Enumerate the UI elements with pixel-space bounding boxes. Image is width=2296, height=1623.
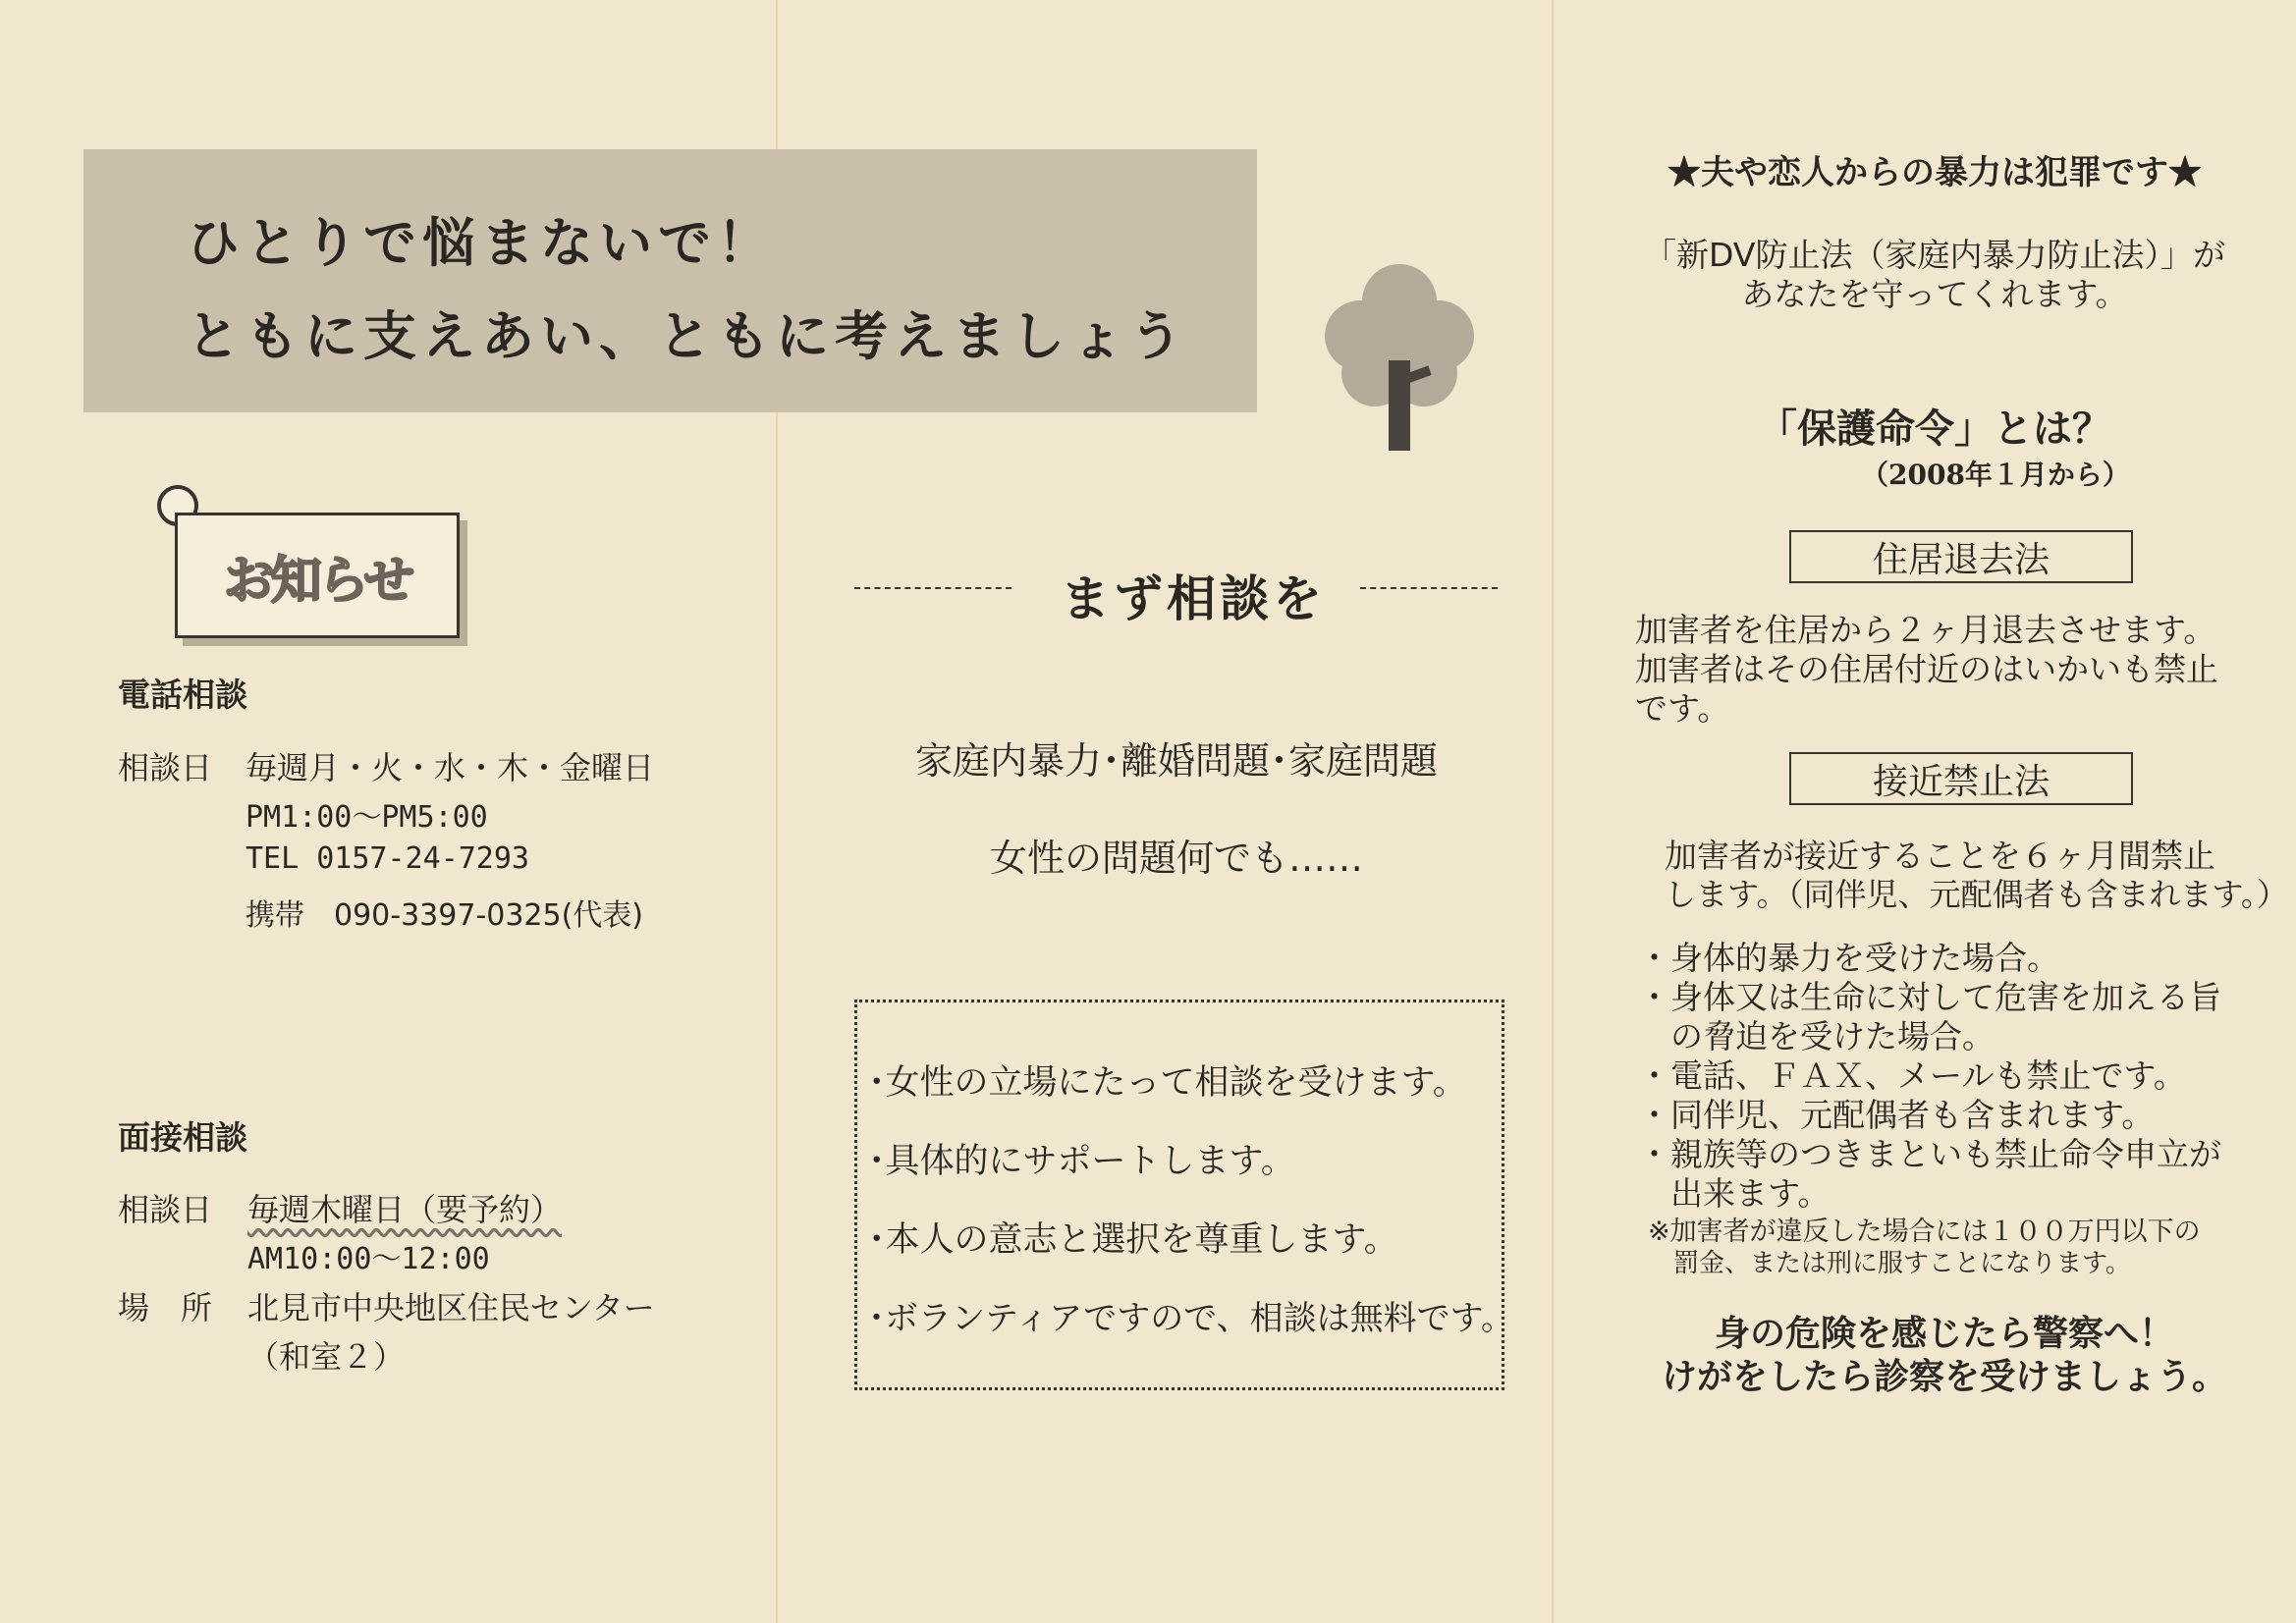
phone-day-label: 相談日 [118, 749, 213, 786]
law-line2: あなたを守ってくれます。 [1741, 275, 2128, 313]
order-title: 「保護命令」とは？ [1758, 406, 2111, 452]
residence-text: 加害者を住居から２ヶ月退去させます。 [1635, 611, 2216, 649]
middle-title: まず相談を [1061, 569, 1326, 627]
bullet-item: ・電話、ＦＡＸ、メールも禁止です。 [1638, 1056, 2186, 1095]
bullet-item: ・同伴児、元配偶者も含まれます。 [1638, 1096, 2155, 1134]
title-dash-left [854, 587, 1011, 589]
interview-day-label: 相談日 [118, 1191, 213, 1228]
box-residence-removal: 住居退去法 [1789, 530, 2133, 583]
phone-days: 毎週月・火・水・木・金曜日 [246, 749, 655, 786]
residence-text: です。 [1635, 689, 1730, 728]
bullet-item: 出来ます。 [1638, 1174, 1831, 1213]
service-point: ･本人の意志と選択を尊重します。 [868, 1220, 1398, 1260]
closing-line1: 身の危険を感じたら警察へ！ [1714, 1314, 2174, 1354]
bullet-item: ・身体又は生命に対して危害を加える旨 [1638, 978, 2221, 1016]
closing-line2: けがをしたら診察を受けましょう。 [1661, 1357, 2227, 1397]
penalty-note-line2: 罰金、または刑に服すことになります。 [1648, 1249, 2131, 1278]
service-point: ･具体的にサポートします。 [868, 1142, 1295, 1181]
bullet-item: の脅迫を受けた場合。 [1638, 1017, 1995, 1055]
headline-banner [83, 149, 1257, 412]
box-approach-ban: 接近禁止法 [1789, 752, 2133, 805]
bullet-item: ・親族等のつきまといも禁止命令申立が [1638, 1135, 2221, 1173]
phone-tel: TEL 0157-24-7293 [246, 841, 529, 876]
service-point: ･女性の立場にたって相談を受けます。 [868, 1063, 1467, 1103]
phone-consult-title: 電話相談 [118, 676, 247, 714]
residence-text: 加害者はその住居付近のはいかいも禁止 [1635, 650, 2218, 688]
interview-place: 北見市中央地区住民センター [247, 1289, 655, 1326]
order-since: （2008年１月から） [1861, 459, 2130, 491]
headline-line1: ひとりで悩まないで！ [187, 211, 776, 274]
headline-line2: ともに支えあい、ともに考えましょう [187, 304, 1188, 367]
penalty-note-line1: ※加害者が違反した場合には１００万円以下の [1648, 1217, 2201, 1247]
bullet-item: ・身体的暴力を受けた場合。 [1638, 939, 2059, 977]
service-point: ･ボランティアですので、相談は無料です。 [868, 1299, 1514, 1338]
interview-hours: AM10:00～12:00 [247, 1242, 490, 1276]
phone-hours: PM1:00～PM5:00 [246, 800, 488, 835]
interview-room: （和室２） [247, 1338, 406, 1376]
middle-topics: 家庭内暴力･離婚問題･家庭問題 [914, 739, 1438, 783]
middle-subtopics: 女性の問題何でも…… [989, 837, 1363, 880]
title-dash-right [1360, 587, 1498, 589]
notice-badge [175, 513, 460, 638]
approach-text: 加害者が接近することを６ヶ月間禁止 [1665, 837, 2215, 875]
interview-place-label: 場 所 [118, 1289, 213, 1326]
interview-days: 毎週木曜日（要予約） [247, 1191, 563, 1228]
phone-mobile: 携帯 090-3397-0325(代表) [246, 898, 644, 933]
fold-line-right [1552, 0, 1554, 1623]
approach-text: します。（同伴児、元配偶者も含まれます。） [1665, 876, 2288, 913]
notice-label: お知らせ [223, 551, 411, 611]
law-line1: 「新DV防止法（家庭内暴力防止法）」が [1644, 236, 2225, 274]
slogan: ★夫や恋人からの暴力は犯罪です★ [1667, 153, 2202, 192]
tree-icon [1316, 257, 1483, 454]
interview-consult-title: 面接相談 [118, 1118, 247, 1157]
